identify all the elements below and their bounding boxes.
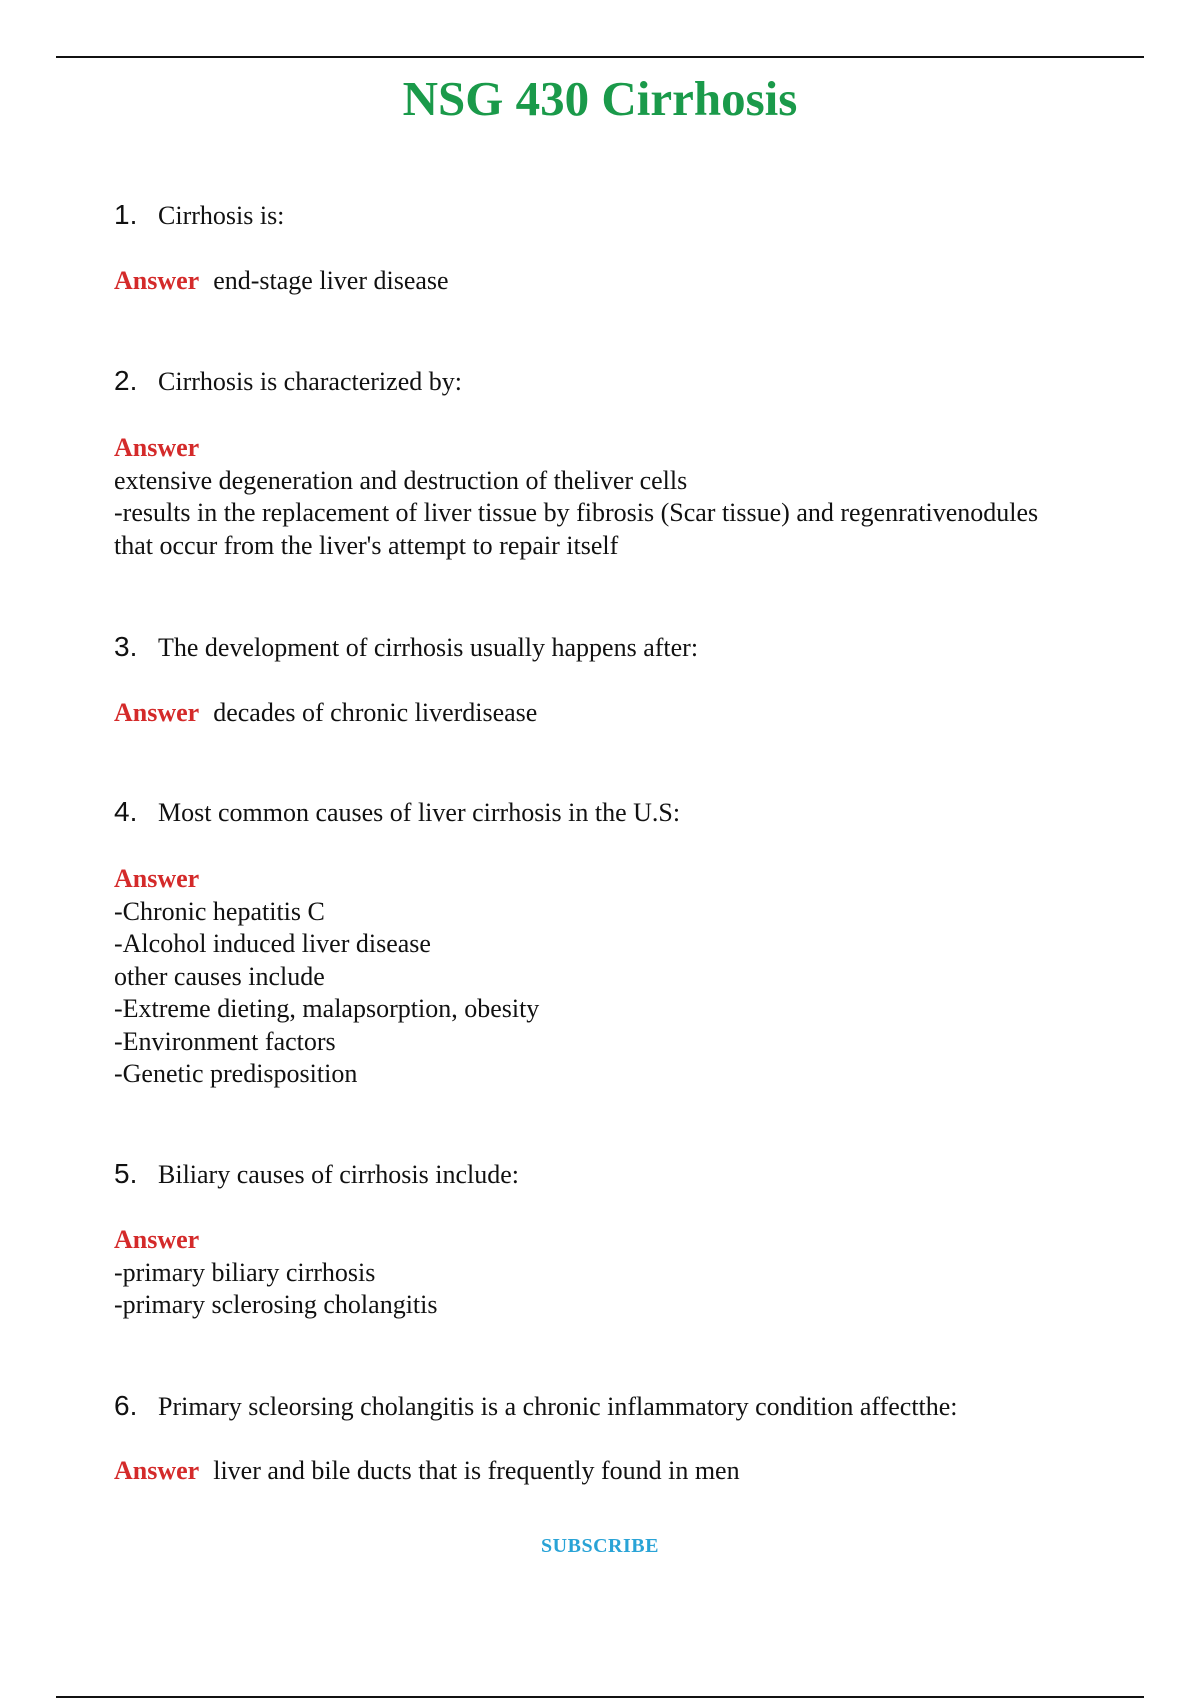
question-text: Biliary causes of cirrhosis include: <box>158 1160 520 1189</box>
answer-1 <box>114 265 449 298</box>
answer-line: -Alcohol induced liver disease <box>114 929 431 958</box>
question-6 <box>114 1390 958 1423</box>
answer-label: Answer <box>114 266 200 295</box>
answer-line: other causes include <box>114 961 325 991</box>
question-number: 5. <box>114 1158 138 1189</box>
question-2 <box>114 365 462 398</box>
question-number: 1. <box>114 199 138 230</box>
answer-text: decades of chronic liverdisease <box>213 698 538 727</box>
question-4 <box>114 796 680 829</box>
question-number: 3. <box>114 631 138 662</box>
answer-4 <box>114 863 539 1091</box>
answer-label: Answer <box>114 1225 200 1254</box>
answer-line: -Environment factors <box>114 1026 336 1056</box>
question-number: 4. <box>114 796 138 827</box>
answer-label: Answer <box>114 1456 200 1485</box>
question-3 <box>114 631 698 664</box>
answer-label: Answer <box>114 864 200 893</box>
top-rule <box>56 56 1144 58</box>
subscribe-link[interactable]: SUBSCRIBE <box>541 1535 659 1557</box>
page-title: NSG 430 Cirrhosis <box>402 71 798 126</box>
question-number: 2. <box>114 365 138 396</box>
answer-2 <box>114 432 1038 562</box>
answer-line: extensive degeneration and destruction of theliver cells <box>114 465 688 495</box>
answer-text: liver and bile ducts that is frequently found in men <box>213 1456 740 1485</box>
answer-text: end-stage liver disease <box>213 266 449 295</box>
question-text: Cirrhosis is characterized by: <box>158 367 462 396</box>
answer-line: -Chronic hepatitis C <box>114 896 325 926</box>
answer-label: Answer <box>114 433 200 462</box>
answer-label: Answer <box>114 698 200 727</box>
answer-line: -primary sclerosing cholangitis <box>114 1290 438 1319</box>
answer-line: that occur from the liver's attempt to repair itself <box>114 530 619 560</box>
answer-line: -Extreme dieting, malapsorption, obesity <box>114 994 540 1023</box>
bottom-rule <box>56 1696 1144 1698</box>
question-number: 6. <box>114 1390 138 1421</box>
answer-3 <box>114 697 537 730</box>
answer-line: -primary biliary cirrhosis <box>114 1257 376 1287</box>
question-text: Primary scleorsing cholangitis is a chronic inflammatory condition affectthe: <box>158 1392 958 1421</box>
answer-5 <box>114 1224 437 1322</box>
question-5 <box>114 1158 519 1191</box>
question-1 <box>114 199 284 232</box>
question-text: Most common causes of liver cirrhosis in the U.S: <box>158 798 681 827</box>
question-text: Cirrhosis is: <box>158 201 285 230</box>
answer-line: -Genetic predisposition <box>114 1059 358 1088</box>
answer-line: -results in the replacement of liver tissue by fibrosis (Scar tissue) and regenrativenodules <box>114 498 1039 527</box>
question-text: The development of cirrhosis usually happens after: <box>158 633 699 662</box>
answer-6 <box>114 1455 740 1488</box>
